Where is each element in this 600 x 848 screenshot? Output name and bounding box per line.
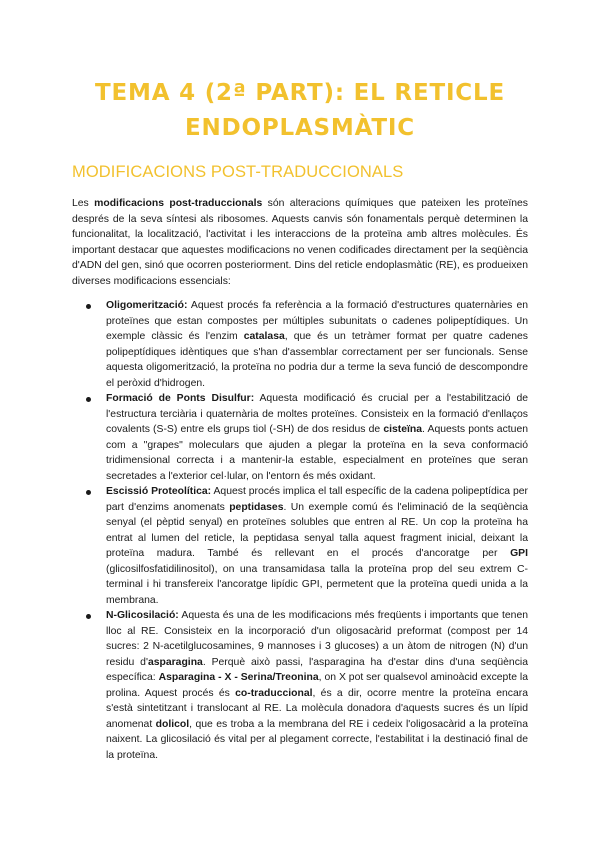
item-text: (glicosilfosfatidilinositol), on una transamidasa talla la proteïna prop del seu extrem C-terminal i hi transfereix l'ancoratge lipídic GPI, permetent que la proteïna quedi unida a la membrana. [106,563,528,606]
title-line-1: TEMA 4 (2ª PART): EL RETICLE [95,80,505,106]
item-bold-term: co-traduccional [235,687,313,699]
item-bold-term: cisteïna [383,424,423,435]
item-text: . Un exemple comú és l'eliminació de la seqüència senyal (el pèptid senyal) en proteïnes solubles que entren al RE. Un cop la proteïna ha entrat al lumen del reticle, la peptidasa senyal talla aquest fragment inicial, deixant la proteïna madura. També és rellevant en el procés d'ancoratge per [106,501,528,559]
item-title: Oligomerització: [106,300,188,311]
modifications-list [72,298,528,763]
title-line-2: ENDOPLASMÀTIC [185,115,415,141]
item-text: . Perquè això passi, l'asparagina ha d'estar dins d'una seqüència específica: [106,656,528,683]
page-title [40,76,560,146]
item-title: Formació de Ponts Disulfur: [106,393,255,404]
item-text: Aquesta és una de les modificacions més freqüents i importants que tenen lloc al RE. Consisteix en la incorporació d'un oligosacàrid preformat (compost per 14 sucres: 2 N-acetilglucosamines, 9 mannoses i 3 glucoses) a un àtom de nitrogen (N) d'un residu d' [106,610,528,668]
intro-bold-term: modificacions post-traduccionals [94,198,263,209]
item-text: , que és un tetràmer format per quatre cadenes polipeptídiques idèntiques que s'han d'assemblar correctament per ser funcionals. Sense aquesta oligomerització, la proteïna no podria dur a terme la seva funció de descompondre el peròxid d'hidrogen. [106,331,529,389]
item-bold-term: dolicol [155,718,190,730]
bullet-icon [86,397,91,402]
item-title: N-Glicosilació: [106,610,179,621]
item-text: Aquest procés implica el tall específic de la cadena polipeptídica per part d'enzims anomenats [106,486,528,513]
item-title: Escissió Proteolítica: [106,486,212,497]
item-bold-term: Asparagina - X - Serina/Treonina [158,672,319,683]
list-item-escissio-proteolitica [72,484,528,608]
intro-paragraph [72,196,528,289]
bullet-icon [86,304,91,309]
item-text: Aquesta modificació és crucial per a l'estabilització de l'estructura terciària i quaternària de moltes proteïnes. Consisteix en la formació d'enllaços covalents (S-S) entre els grups tiol (-SH) de dos residus de [106,393,528,435]
bullet-icon [86,614,91,619]
item-text: , que es troba a la membrana del RE i cedeix l'oligosacàrid a la proteïna naixent. La glicosilació és vital per al plegament correcte, l'estabilitat i la destinació final de la proteïna. [106,718,528,761]
section-heading: MODIFICACIONS POST-TRADUCCIONALS [72,163,404,181]
list-item-ponts-disulfur [72,391,528,484]
item-text: , on X pot ser qualsevol aminoàcid excepte la prolina. Aquest procés és [106,672,529,699]
item-text: Aquest procés fa referència a la formació d'estructures quaternàries en proteïnes que estan compostes per múltiples subunitats o cadenes polipeptídiques. Un exemple clàssic és l'enzim [106,300,528,342]
intro-text-2: són alteracions químiques que pateixen les proteïnes després de la seva síntesi als ribosomes. Aquests canvis són fonamentals perquè determinen la funcionalitat, la localització, l'activitat i les interaccions de la proteïna amb altres molècules. És important destacar que aquestes modificacions no venen codificades directament per la seqüència d'ADN del gen, sinó que ocorren posteriorment. Dins del reticle endoplasmàtic (RE), es produeixen diverses modificacions essencials: [72,198,529,287]
item-text: , és a dir, ocorre mentre la proteïna encara s'està sintetitzant i translocant al RE. La molècula donadora d'aquests sucres és un lípid anomenat [106,687,528,730]
item-text: . Aquests ponts actuen com a "grapes" moleculars que ajuden a plegar la proteïna en la seva conformació tridimensional correcta i a mantenir-la estable, especialment en proteïnes que seran secretades a l'exterior cel·lular, on l'entorn és més oxidant. [106,424,529,482]
list-item-oligomeritzacio [72,298,528,391]
list-item-n-glicosilacio [72,608,528,763]
item-bold-term: GPI [510,548,528,559]
bullet-icon [86,490,91,495]
item-bold-term: catalasa [243,331,285,342]
item-bold-term: peptidases [229,501,284,513]
item-bold-term: asparagina [147,656,203,668]
intro-text-1: Les [72,198,95,209]
